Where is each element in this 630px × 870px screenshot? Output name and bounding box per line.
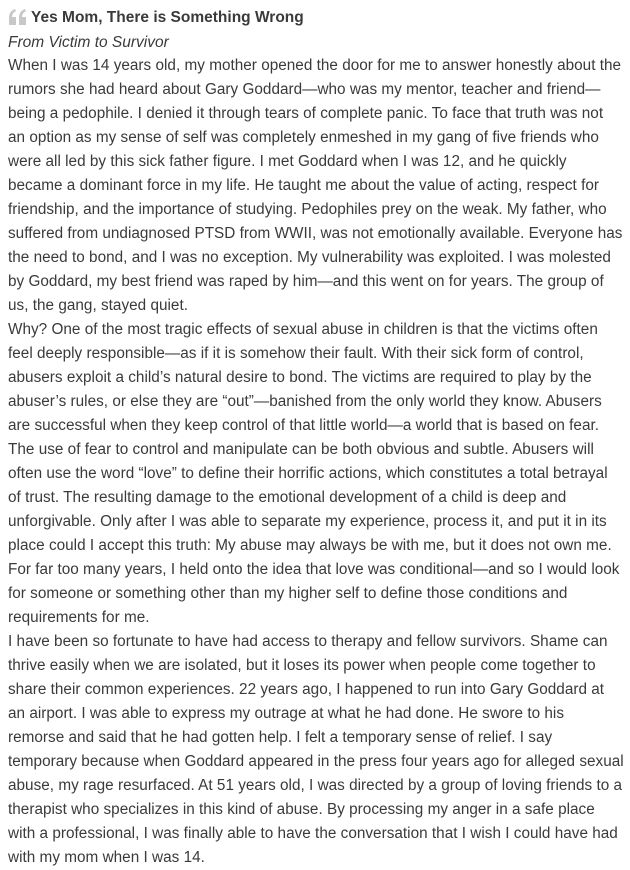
paragraph-1: When I was 14 years old, my mother opened the door for me to answer honestly about the rumors she had heard about Gary Goddard—who was my mentor, teacher and friend—being a pedophile. I denied it through tears of complete panic. To face that truth was not an option as my sense of self was completely enmeshed in my gang of five friends who were all led by this sick father figure. I met Goddard when I was 12, and he quickly became a dominant force in my life. He taught me about the value of acting, respect for friendship, and the importance of studying. Pedophiles prey on the weak. My father, who suffered from undiagnosed PTSD from WWII, was not emotionally available. Everyone has the need to bond, and I was no exception. My vulnerability was exploited. I was molested by Goddard, my best friend was raped by him—and this went on for years. The group of us, the gang, stayed quiet. — [8, 57, 623, 314]
quote-mark-icon — [8, 7, 28, 29]
paragraph-2: Why? One of the most tragic effects of sexual abuse in children is that the victims often feel deeply responsible—as if it is somehow their fault. With their sick form of control, abusers exploit a child’s natural desire to bond. The victims are required to play by the abuser’s rules, or else they are “out”—banished from the only world they know. Abusers are successful when they keep control of that little world—a world that is based on fear. The use of fear to control and manipulate can be both obvious and subtle. Abusers will often use the word “love” to define their horrific actions, which constitutes a total betrayal of trust. The resulting damage to the emotional development of a child is deep and unforgivable. Only after I was able to separate my experience, process it, and put it in its place could I accept this truth: My abuse may always be with me, but it does not own me. For far too many years, I held onto the idea that love was conditional—and so I would look for someone or something other than my higher self to define those conditions and requirements for me. — [8, 321, 620, 626]
article-header — [8, 6, 624, 32]
paragraph-3: I have been so fortunate to have had access to therapy and fellow survivors. Shame can thrive easily when we are isolated, but it loses its power when people come together to share their common experiences. 22 years ago, I happened to run into Gary Goddard at an airport. I was able to express my outrage at what he had done. He swore to his remorse and said that he had gotten help. I felt a temporary sense of relief. I say temporary because when Goddard appeared in the press four years ago for alleged sexual abuse, my rage resurfaced. At 51 years old, I was directed by a group of loving friends to a therapist who specializes in this kind of abuse. By processing my anger in a safe place with a professional, I was finally able to have the conversation that I wish I could have had with my mom when I was 14. — [8, 633, 624, 866]
article-subtitle: From Victim to Survivor — [8, 34, 169, 51]
article-title: Yes Mom, There is Something Wrong — [31, 9, 304, 26]
